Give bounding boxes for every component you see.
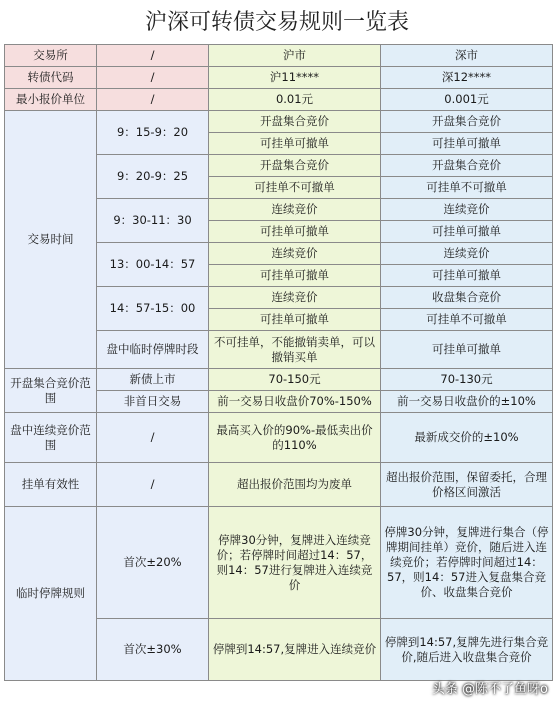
open-range-type: 非首日交易 bbox=[97, 391, 209, 413]
halt-rules-sz: 停牌30分钟，复牌进行集合（停牌期间挂单）竞价，随后进入连续竞价；若停牌时间超过14：57，则14：57进入复盘集合竞价、收盘集合竞价 bbox=[381, 507, 553, 619]
table-row bbox=[5, 507, 553, 619]
table-row bbox=[5, 89, 553, 111]
open-range-sz: 70-130元 bbox=[381, 369, 553, 391]
header-exchange: 交易所 bbox=[5, 45, 97, 67]
open-range-label: 开盘集合竞价范围 bbox=[5, 369, 97, 413]
validity-sz: 超出报价范围，保留委托，合理价格区间激活 bbox=[381, 463, 553, 507]
tick-sz: 0.001元 bbox=[381, 89, 553, 111]
trading-sz: 连续竞价 bbox=[381, 243, 553, 265]
validity-label: 挂单有效性 bbox=[5, 463, 97, 507]
trading-time: 9：20-9：25 bbox=[97, 155, 209, 199]
trading-sh: 可挂单可撤单 bbox=[209, 133, 381, 155]
trading-sz: 可挂单可撤单 bbox=[381, 265, 553, 287]
table-row bbox=[5, 369, 553, 391]
trading-sh: 连续竞价 bbox=[209, 243, 381, 265]
tick-slash: / bbox=[97, 89, 209, 111]
code-sz: 深12**** bbox=[381, 67, 553, 89]
table-row bbox=[5, 111, 553, 133]
open-range-sh: 70-150元 bbox=[209, 369, 381, 391]
table-row bbox=[5, 463, 553, 507]
tick-label: 最小报价单位 bbox=[5, 89, 97, 111]
halt-rules-label: 临时停牌规则 bbox=[5, 507, 97, 681]
table-row bbox=[5, 67, 553, 89]
trading-time: 13：00-14：57 bbox=[97, 243, 209, 287]
trading-sh: 可挂单可撤单 bbox=[209, 309, 381, 331]
trading-sz: 可挂单不可撤单 bbox=[381, 309, 553, 331]
code-slash: / bbox=[97, 67, 209, 89]
tick-sh: 0.01元 bbox=[209, 89, 381, 111]
header-slash: / bbox=[97, 45, 209, 67]
trading-sh: 连续竞价 bbox=[209, 199, 381, 221]
continuous-sh: 最高买入价的90%-最低卖出价的110% bbox=[209, 413, 381, 463]
halt-period-sh: 不可挂单，不能撤销卖单，可以撤销买单 bbox=[209, 331, 381, 369]
code-label: 转债代码 bbox=[5, 67, 97, 89]
trading-sz: 开盘集合竞价 bbox=[381, 155, 553, 177]
trading-sh: 可挂单不可撤单 bbox=[209, 177, 381, 199]
validity-slash: / bbox=[97, 463, 209, 507]
continuous-slash: / bbox=[97, 413, 209, 463]
trading-time: 9：15-9：20 bbox=[97, 111, 209, 155]
trading-sz: 收盘集合竞价 bbox=[381, 287, 553, 309]
trading-time: 14：57-15：00 bbox=[97, 287, 209, 331]
halt-period-label: 盘中临时停牌时段 bbox=[97, 331, 209, 369]
trading-sh: 连续竞价 bbox=[209, 287, 381, 309]
trading-sz: 连续竞价 bbox=[381, 199, 553, 221]
rules-table bbox=[4, 44, 553, 681]
continuous-label: 盘中连续竞价范围 bbox=[5, 413, 97, 463]
open-range-sh: 前一交易日收盘价70%-150% bbox=[209, 391, 381, 413]
trading-sh: 可挂单可撤单 bbox=[209, 265, 381, 287]
halt-rules-sz: 停牌到14:57,复牌先进行集合竞价,随后进入收盘集合竞价 bbox=[381, 619, 553, 681]
continuous-sz: 最新成交价的±10% bbox=[381, 413, 553, 463]
header-sh: 沪市 bbox=[209, 45, 381, 67]
halt-rules-cond: 首次±20% bbox=[97, 507, 209, 619]
validity-sh: 超出报价范围均为废单 bbox=[209, 463, 381, 507]
code-sh: 沪11**** bbox=[209, 67, 381, 89]
open-range-sz: 前一交易日收盘价的±10% bbox=[381, 391, 553, 413]
trading-sh: 开盘集合竞价 bbox=[209, 155, 381, 177]
halt-rules-sh: 停牌30分钟，复牌进入连续竞价；若停牌时间超过14：57，则14：57进行复牌进入连续竞价 bbox=[209, 507, 381, 619]
watermark: 头条 @陈不了鱼呀o bbox=[431, 682, 548, 697]
halt-rules-sh: 停牌到14:57,复牌进入连续竞价 bbox=[209, 619, 381, 681]
page-title: 沪深可转债交易规则一览表 bbox=[144, 10, 409, 35]
header-sz: 深市 bbox=[381, 45, 553, 67]
halt-rules-cond: 首次±30% bbox=[97, 619, 209, 681]
trading-label: 交易时间 bbox=[5, 111, 97, 369]
trading-sz: 开盘集合竞价 bbox=[381, 111, 553, 133]
trading-sh: 可挂单可撤单 bbox=[209, 221, 381, 243]
trading-sz: 可挂单可撤单 bbox=[381, 221, 553, 243]
trading-sz: 可挂单可撤单 bbox=[381, 133, 553, 155]
halt-period-sz: 可挂单可撤单 bbox=[381, 331, 553, 369]
trading-sz: 可挂单不可撤单 bbox=[381, 177, 553, 199]
table-row bbox=[5, 413, 553, 463]
trading-sh: 开盘集合竞价 bbox=[209, 111, 381, 133]
trading-time: 9：30-11：30 bbox=[97, 199, 209, 243]
open-range-type: 新债上市 bbox=[97, 369, 209, 391]
table-row bbox=[5, 45, 553, 67]
